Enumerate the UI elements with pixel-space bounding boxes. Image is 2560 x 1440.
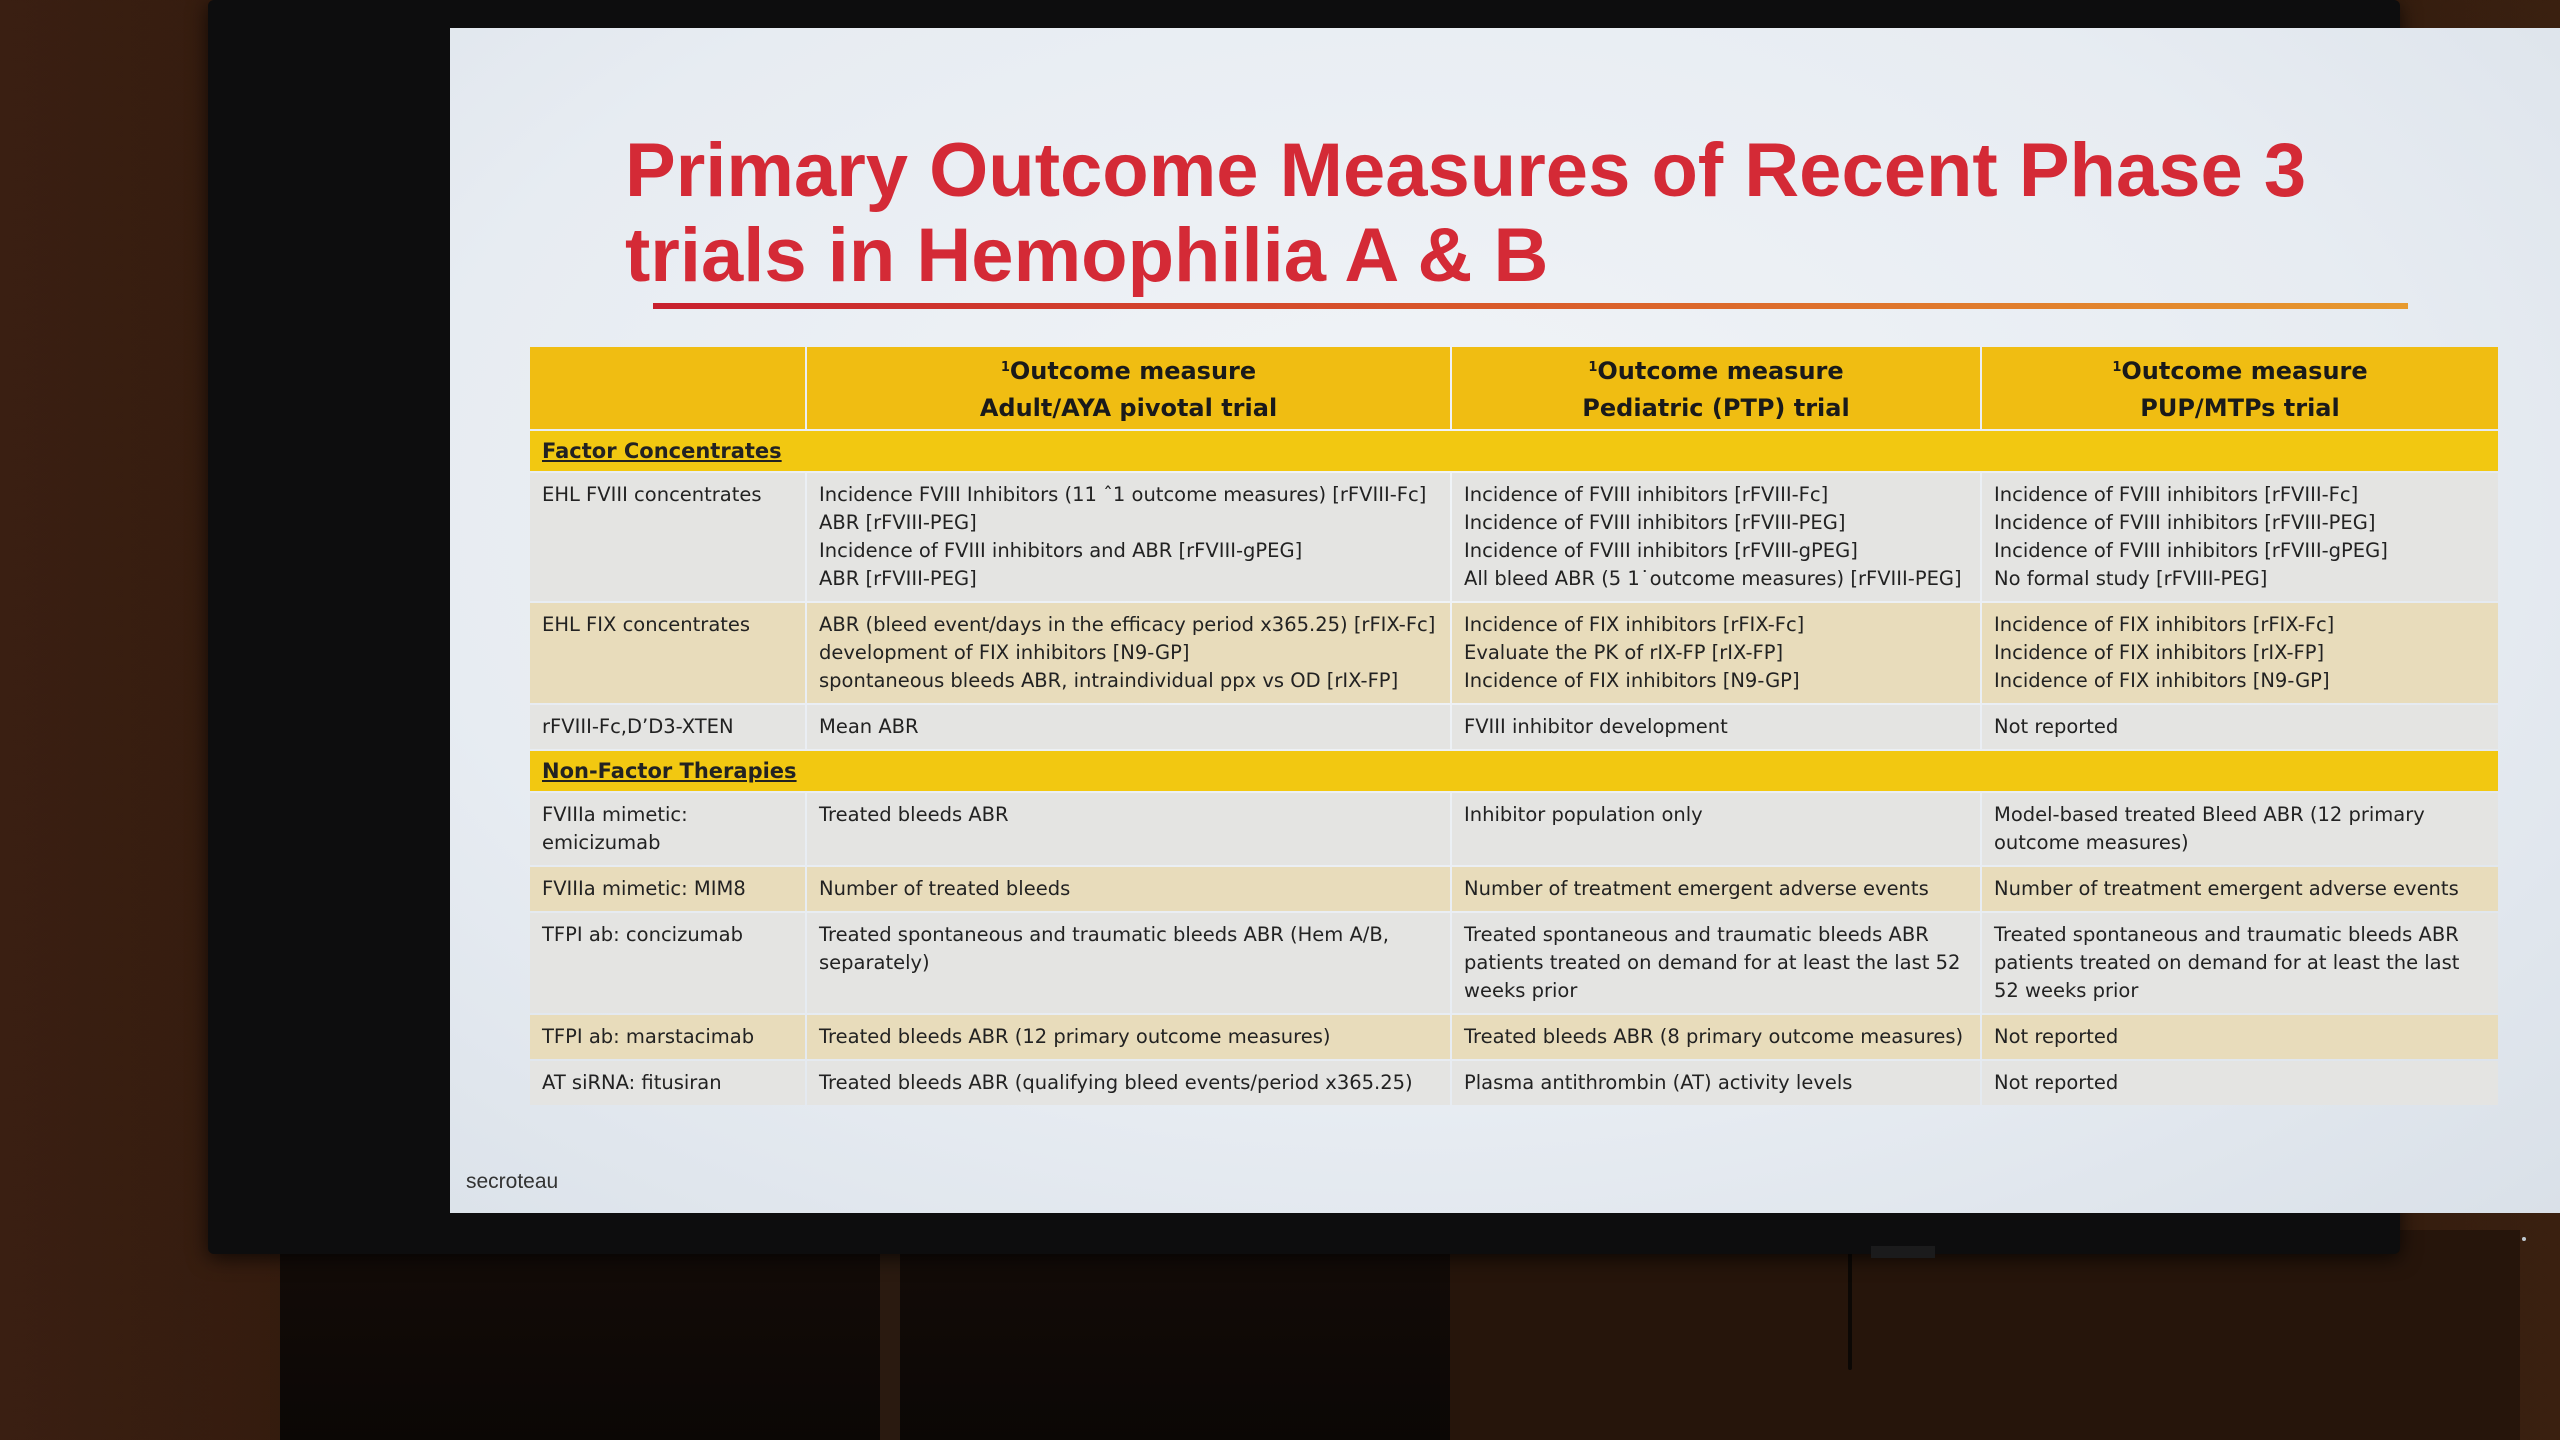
power-cable <box>1848 1250 1852 1370</box>
section-nonfactor-label: Non-Factor Therapies <box>542 759 797 783</box>
stand-gap <box>880 1250 900 1440</box>
cell-pup: Incidence of FVIII inhibitors [rFVIII-Fc] Incidence of FVIII inhibitors [rFVIII-PEG] Incidence of FVIII inhibitors [rFVIII-gPEG] No formal study [rFVIII-PEG] <box>1982 473 2498 601</box>
cell-pediatric: Treated bleeds ABR (8 primary outcome measures) <box>1452 1015 1980 1059</box>
monitor-bezel <box>208 0 2460 1254</box>
cell-pup: Not reported <box>1982 705 2498 749</box>
cell-pediatric: FVIII inhibitor development <box>1452 705 1980 749</box>
row-label: AT siRNA: fitusiran <box>530 1061 805 1105</box>
watermark-text: secroteau <box>466 1170 559 1193</box>
header-empty <box>530 347 805 429</box>
row-label: TFPI ab: concizumab <box>530 913 805 1013</box>
header-adult: $^1$Outcome measure Adult/AYA pivotal trial <box>807 347 1450 429</box>
cell-pediatric: Number of treatment emergent adverse events <box>1452 867 1980 911</box>
cell-adult: Treated bleeds ABR (qualifying bleed events/period x365.25) <box>807 1061 1450 1105</box>
table-header-row <box>530 347 2498 429</box>
table-row <box>530 913 2498 1013</box>
table-row <box>530 473 2498 601</box>
cell-pup: Model-based treated Bleed ABR (12 primary outcome measures) <box>1982 793 2498 865</box>
monitor-stand <box>280 1230 1450 1440</box>
cell-adult: Number of treated bleeds <box>807 867 1450 911</box>
table-row <box>530 705 2498 749</box>
section-factor-label: Factor Concentrates <box>542 439 782 463</box>
slide-title <box>625 128 2425 298</box>
section-row-factor <box>530 431 2498 471</box>
cell-adult: Mean ABR <box>807 705 1450 749</box>
cell-pup: Not reported <box>1982 1061 2498 1105</box>
cell-pediatric: Inhibitor population only <box>1452 793 1980 865</box>
table-row <box>530 793 2498 865</box>
cell-pup: Not reported <box>1982 1015 2498 1059</box>
cell-pup: Incidence of FIX inhibitors [rFIX-Fc] Incidence of FIX inhibitors [rIX-FP] Incidence of FIX inhibitors [N9-GP] <box>1982 603 2498 703</box>
cell-adult: Incidence FVIII Inhibitors (11 ˆ1 outcome measures) [rFVIII-Fc] ABR [rFVIII-PEG] Incidence of FVIII inhibitors and ABR [rFVIII-gPEG] ABR [rFVIII-PEG] <box>807 473 1450 601</box>
cell-pediatric: Plasma antithrombin (AT) activity levels <box>1452 1061 1980 1105</box>
title-underline <box>653 303 2408 309</box>
bezel-tab <box>1871 1246 1935 1258</box>
background-cabinet <box>1450 1230 2520 1440</box>
header-pup: $^1$Outcome measure PUP/MTPs trial <box>1982 347 2498 429</box>
table-row <box>530 867 2498 911</box>
section-row-nonfactor <box>530 751 2498 791</box>
slide-title-line2: trials in Hemophilia A & B <box>625 213 1549 298</box>
table-row <box>530 603 2498 703</box>
row-label: rFVIII-Fc,D’D3-XTEN <box>530 705 805 749</box>
cell-adult: Treated bleeds ABR <box>807 793 1450 865</box>
slide-title-line1: Primary Outcome Measures of Recent Phase 3 <box>625 128 2307 213</box>
table-row <box>530 1061 2498 1105</box>
row-label: TFPI ab: marstacimab <box>530 1015 805 1059</box>
cell-pup: Treated spontaneous and traumatic bleeds ABR patients treated on demand for at least the last 52 weeks prior <box>1982 913 2498 1013</box>
row-label: FVIIIa mimetic: MIM8 <box>530 867 805 911</box>
presentation-screen <box>450 28 2560 1213</box>
row-label: FVIIIa mimetic: emicizumab <box>530 793 805 865</box>
header-pediatric: $^1$Outcome measure Pediatric (PTP) trial <box>1452 347 1980 429</box>
row-label: EHL FVIII concentrates <box>530 473 805 601</box>
cell-adult: Treated bleeds ABR (12 primary outcome measures) <box>807 1015 1450 1059</box>
cell-pediatric: Incidence of FIX inhibitors [rFIX-Fc] Evaluate the PK of rIX-FP [rIX-FP] Incidence of FIX inhibitors [N9-GP] <box>1452 603 1980 703</box>
cell-pediatric: Incidence of FVIII inhibitors [rFVIII-Fc] Incidence of FVIII inhibitors [rFVIII-PEG] Incidence of FVIII inhibitors [rFVIII-gPEG] All bleed ABR (5 1˙outcome measures) [rFVIII-PEG] <box>1452 473 1980 601</box>
outcome-table <box>528 345 2496 1107</box>
row-label: EHL FIX concentrates <box>530 603 805 703</box>
cell-adult: ABR (bleed event/days in the efficacy period x365.25) [rFIX-Fc] development of FIX inhibitors [N9-GP] spontaneous bleeds ABR, intraindividual ppx vs OD [rIX-FP] <box>807 603 1450 703</box>
cell-pup: Number of treatment emergent adverse events <box>1982 867 2498 911</box>
cell-pediatric: Treated spontaneous and traumatic bleeds ABR patients treated on demand for at least the last 52 weeks prior <box>1452 913 1980 1013</box>
power-indicator-icon <box>2522 1237 2526 1241</box>
cell-adult: Treated spontaneous and traumatic bleeds ABR (Hem A/B, separately) <box>807 913 1450 1013</box>
table-row <box>530 1015 2498 1059</box>
